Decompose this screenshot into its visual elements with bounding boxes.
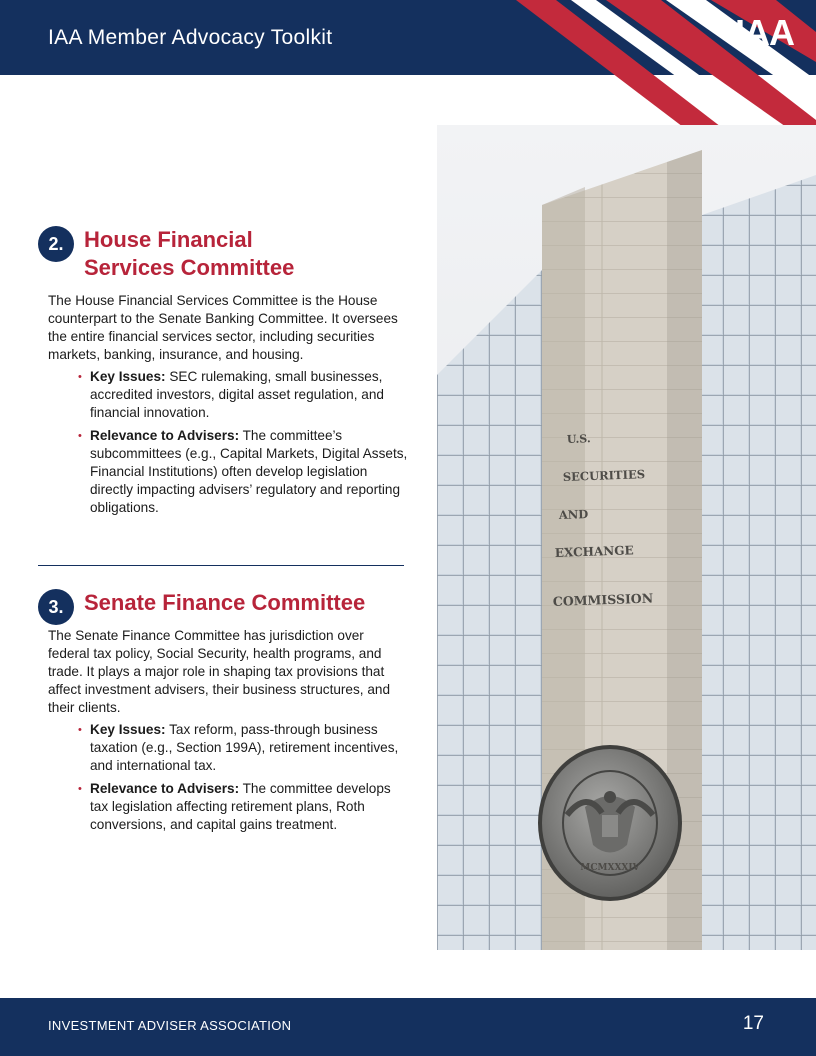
section-title: Senate Finance Committee [84, 590, 366, 615]
bullet-label: Key Issues: [90, 722, 166, 737]
engraving-line-securities: SECURITIES [562, 467, 646, 484]
bullet-relevance [90, 780, 408, 834]
bullet-text: The committee develops tax legislation affecting retirement plans, Roth conversions, and capital gains treatment. [90, 781, 391, 832]
section-heading [38, 589, 408, 617]
engraving-line-and: AND [558, 506, 589, 522]
bullet-list [90, 721, 408, 834]
sec-building-photo [437, 125, 816, 950]
section-divider [38, 565, 404, 566]
section-paragraph: The House Financial Services Committee is the House counterpart to the Senate Banking Committee. It oversees the entire financial services sector, including securities markets, banking, insurance, and housing. [48, 293, 398, 362]
section-title-line-1: House Financial [84, 227, 253, 252]
bullet-key-issues [90, 368, 408, 422]
bullet-label: Key Issues: [90, 369, 166, 384]
engraving-line-exchange: EXCHANGE [554, 543, 634, 560]
bullet-text: The committee’s subcommittees (e.g., Capital Markets, Digital Assets, Financial Institutions) often develop legislation directly impacting advisers’ regulatory and reporting obligations. [90, 428, 408, 515]
bullet-label: Relevance to Advisers: [90, 428, 240, 443]
bullet-relevance [90, 427, 408, 517]
engraving-line-us: U.S. [566, 432, 591, 446]
seal-year: MCMXXXIV [580, 863, 640, 873]
page-footer [0, 998, 816, 1056]
section-heading [38, 226, 408, 282]
iaa-logo: IAA [735, 12, 794, 53]
section-paragraph: The Senate Finance Committee has jurisdiction over federal tax policy, Social Security, health programs, and trade. It plays a major role in shaping tax provisions that affect investment advisers, their business structures, and their clients. [48, 628, 391, 715]
bullet-text: SEC rulemaking, small businesses, accredited investors, digital asset regulation, and financial innovation. [90, 369, 384, 420]
bullet-key-issues [90, 721, 408, 775]
footer-organization: INVESTMENT ADVISER ASSOCIATION [48, 1018, 292, 1033]
bullet-label: Relevance to Advisers: [90, 781, 240, 796]
engraving-line-commission: COMMISSION [552, 590, 654, 609]
header-title: IAA Member Advocacy Toolkit [48, 26, 333, 49]
bullet-list [90, 368, 408, 517]
section-number-badge: 3. [38, 589, 74, 625]
sec-seal [538, 745, 682, 901]
section-title-line-2: Services Committee [84, 255, 295, 280]
section-number-badge: 2. [38, 226, 74, 262]
bullet-text: Tax reform, pass-through business taxation (e.g., Section 199A), retirement incentives, and international tax. [90, 722, 399, 773]
section-senate-finance [38, 589, 408, 839]
section-house-financial-services [38, 226, 408, 522]
page-number: 17 [742, 1013, 764, 1034]
